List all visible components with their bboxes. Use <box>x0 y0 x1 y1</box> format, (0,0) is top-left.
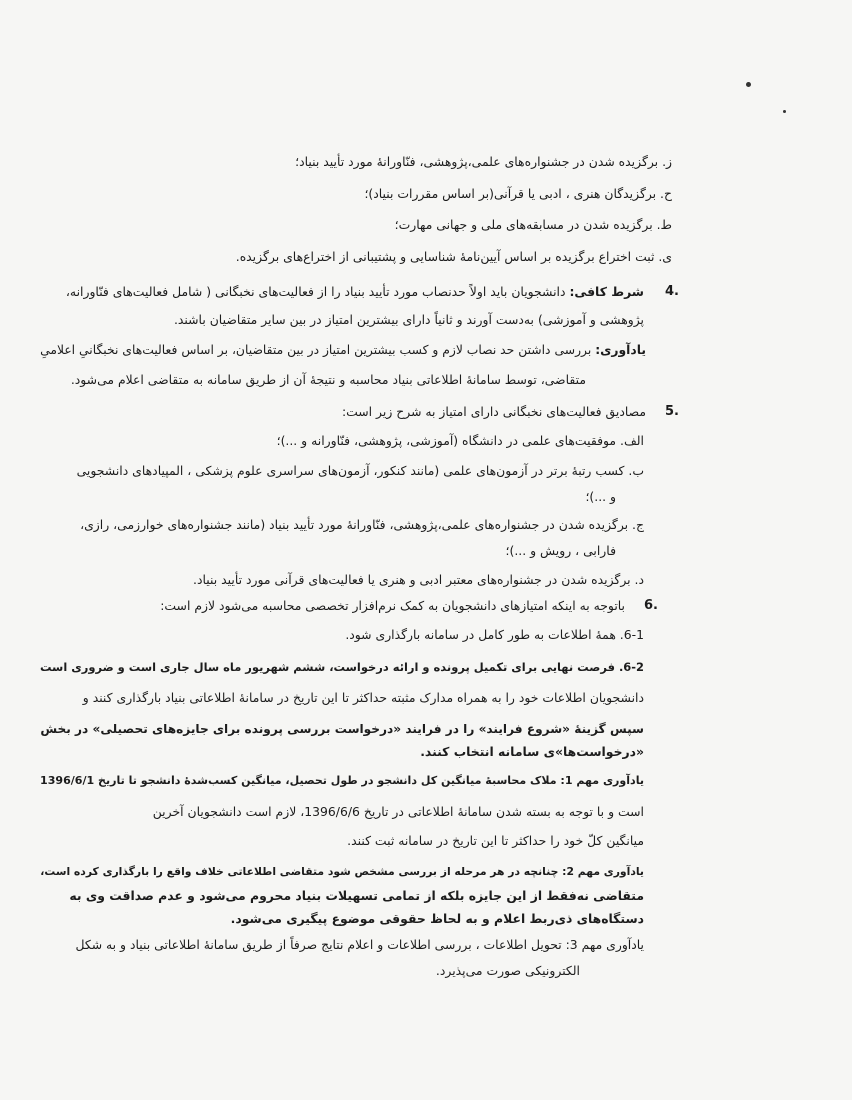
important-reminder1-line3: میانگین کلّ خود را حداکثر تا این تاریخ در سامانه ثبت کنند. <box>347 833 644 848</box>
item6-line1: باتوجه به اینکه امتیازهای دانشجویان به کمک نرم‌افزار تخصصی محاسبه می‌شود لازم است: <box>160 598 625 613</box>
item5-b2: و ...)؛ <box>585 489 616 504</box>
important-reminder2-line3: دستگاه‌های ذی‌ربط اعلام و به لحاظ حقوقی موضوع پیگیری می‌شود. <box>230 911 644 926</box>
important-reminder2-line2: متقاضی نه‌فقط از این جایزه بلکه از تمامی تسهیلات بنیاد محروم می‌شود و عدم صداقت وی به <box>69 888 644 903</box>
item5-number: 5. <box>665 404 679 419</box>
item5-line1: مصادیق فعالیت‌های نخبگانی دارای امتیاز به شرح زیر است: <box>341 404 646 419</box>
scan-speck <box>783 110 786 113</box>
item4-text: دانشجویان باید اولاً حدنصاب مورد تأیید بنیاد را از فعالیت‌های نخبگانی ( شامل فعالیت‌های فنّاورانه، <box>65 284 566 299</box>
reminder-line2: متقاضی، توسط سامانهٔ اطلاعاتی بنیاد محاسبه و نتیجهٔ آن از طریق سامانه به متقاضی اعلام می‌شود. <box>70 372 586 387</box>
important-reminder2-line1: یادآوری مهم 2: چنانچه در هر مرحله از بررسی مشخص شود متقاضی اطلاعاتی خلاف واقع را بارگذاری کرده است، <box>40 865 644 878</box>
item6-sub1: 6-1. همهٔ اطلاعات به طور کامل در سامانه بارگذاری شود. <box>345 627 644 642</box>
item5-b1: ب. کسب رتبهٔ برتر در آزمون‌های علمی (مانند کنکور، آزمون‌های سراسری علوم پزشکی ، المپیادهای دانشجویی <box>76 463 644 478</box>
item5-a: الف. موفقیت‌های علمی در دانشگاه (آموزشی، پژوهشی، فنّاورانه و ...)؛ <box>276 433 644 448</box>
item4-line2: پژوهشی و آموزشی) به‌دست آورند و ثانیاً دارای بیشترین امتیاز در بین سایر متقاضیان باشند. <box>173 312 644 327</box>
item5-c2: فارابی ، رویش و ...)؛ <box>505 543 616 558</box>
item6-sub2-line2: دانشجویان اطلاعات خود را به همراه مدارک مثبته حداکثر تا این تاریخ در سامانهٔ اطلاعاتی بنیاد بارگذاری کنند و <box>82 690 644 705</box>
item5-d: د. برگزیده شدن در جشنواره‌های معتبر ادبی و هنری یا فعالیت‌های قرآنی مورد تأیید بنیاد. <box>193 572 644 587</box>
list-item-t: ط. برگزیده شدن در مسابقه‌های ملی و جهانی مهارت؛ <box>394 217 672 232</box>
item4-title: شرط کافی: <box>569 284 644 299</box>
reminder-title: یادآوری: <box>595 343 646 357</box>
important-reminder1-line2: است و با توجه به بسته شدن سامانهٔ اطلاعاتی در تاریخ 1396/6/6، لازم است دانشجویان آخرین <box>152 804 644 819</box>
list-item-y: ی. ثبت اختراع برگزیده بر اساس آیین‌نامهٔ شناسایی و پشتیبانی از اختراع‌های برگزیده. <box>235 249 672 264</box>
item6-sub2-line1: 6-2. فرصت نهایی برای تکمیل پرونده و ارائه درخواست، ششم شهریور ماه سال جاری است و ضروری است <box>39 660 644 674</box>
item6-number: 6. <box>644 598 658 613</box>
reminder-text: بررسی داشتن حد نصاب لازم و کسب بیشترین امتیاز در بین متقاضیان، بر اساس فعالیت‌های نخبگانیِ اعلامیِ <box>40 343 592 357</box>
list-item-h: ح. برگزیدگان هنری ، ادبی یا قرآنی(بر اساس مقررات بنیاد)؛ <box>364 186 672 201</box>
important-reminder3-line2: الکترونیکی صورت می‌پذیرد. <box>435 963 580 978</box>
item6-sub2-line3: سپس گزینهٔ «شروع فرایند» را در فرایند «درخواست بررسی پرونده برای جایزه‌های تحصیلی» در بخش <box>40 722 644 736</box>
item6-sub2-line4: «درخواست‌ها»ی سامانه انتخاب کنند. <box>420 744 644 759</box>
important-reminder1-line1: یادآوری مهم 1: ملاک محاسبهٔ میانگین کل دانشجو در طول تحصیل، میانگین کسب‌شدهٔ دانشجو تا تاریخ 1396/6/1 <box>40 774 644 787</box>
item5-c1: ج. برگزیده شدن در جشنواره‌های علمی،پژوهشی، فنّاورانهٔ مورد تأیید بنیاد (مانند جشنواره‌های خوارزمی، رازی، <box>80 517 644 532</box>
reminder-line1 <box>40 342 646 358</box>
important-reminder3-line1: یادآوری مهم 3: تحویل اطلاعات ، بررسی اطلاعات و اعلام نتایج صرفاً از طریق سامانهٔ اطلاعاتی بنیاد و به شکل <box>75 937 644 952</box>
scan-speck <box>746 82 751 87</box>
item4-number: 4. <box>665 284 679 299</box>
item4-line1 <box>66 284 644 300</box>
list-item-z: ز. برگزیده شدن در جشنواره‌های علمی،پژوهشی، فنّاورانهٔ مورد تأیید بنیاد؛ <box>295 154 672 169</box>
